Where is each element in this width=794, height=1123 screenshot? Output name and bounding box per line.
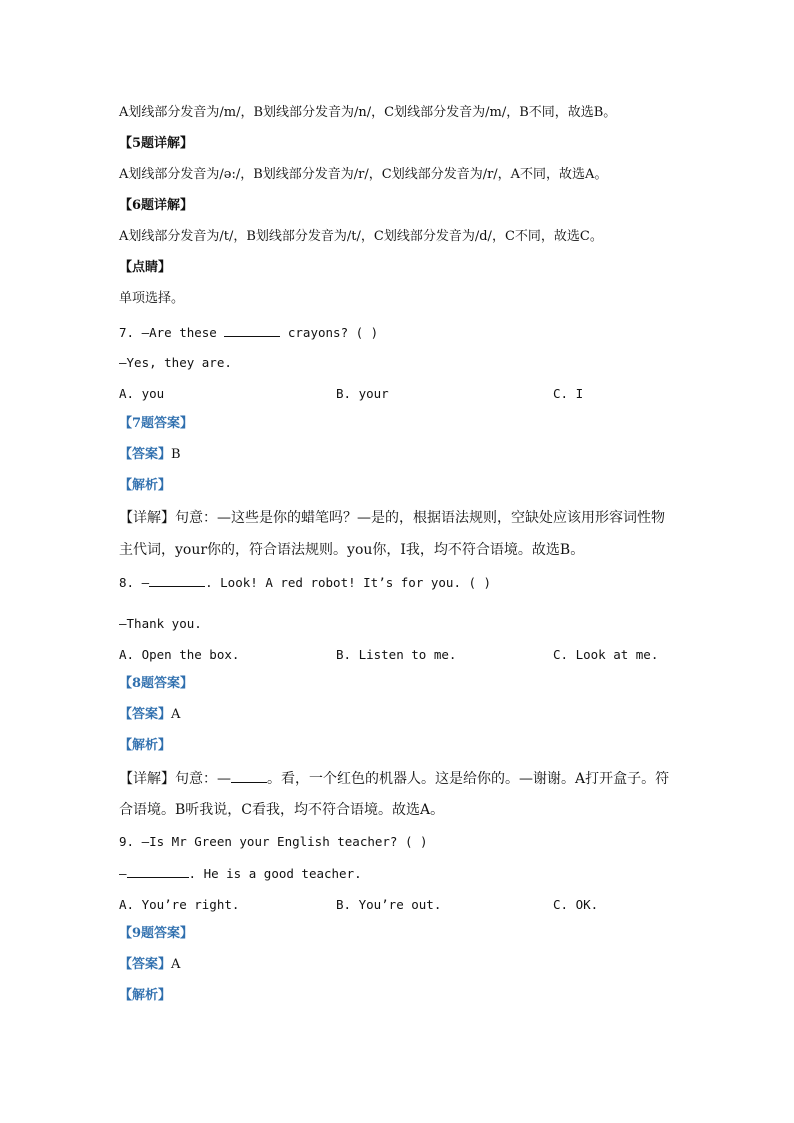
q8-option-a: A. Open the box. (119, 647, 240, 662)
q8-answer-header: 【8题答案】 (119, 676, 194, 691)
q9-reply-end: . He is a good teacher. (188, 866, 362, 881)
q9-reply-start: — (119, 866, 127, 881)
q9-reply (119, 863, 689, 884)
q8-option-c: C. Look at me. (553, 647, 659, 662)
q8-analysis-label: 【解析】 (119, 738, 172, 753)
q7-detail-line-1: 【详解】句意：—这些是你的蜡笔吗？—是的，根据语法规则，空缺处应该用形容词性物 (119, 510, 665, 526)
q9-answer-label: 【答案】 (119, 957, 172, 972)
q8-stem-start: 8. — (119, 575, 150, 590)
q7-analysis-label: 【解析】 (119, 478, 172, 493)
q5-analysis-text: A划线部分发音为/ə:/，B划线部分发音为/r/，C划线部分发音为/r/，A不同，故选A。 (119, 167, 608, 182)
q7-stem-end: crayons? ( ) (280, 325, 379, 340)
q7-answer-value: B (171, 447, 181, 462)
q9-analysis-label: 【解析】 (119, 988, 172, 1003)
q9-option-a: A. You’re right. (119, 897, 240, 912)
q9-option-b: B. You’re out. (336, 897, 442, 912)
q7-answer-header: 【7题答案】 (119, 416, 194, 431)
q7-answer (119, 445, 689, 465)
q8-detail-line-2: 合语境。B听我说，C看我，均不符合语境。故选A。 (119, 802, 445, 818)
q7-reply: —Yes, they are. (119, 355, 232, 370)
q6-detail-header: 【6题详解】 (119, 198, 194, 213)
q9-answer-header: 【9题答案】 (119, 926, 194, 941)
q8-detail-end: 。看，一个红色的机器人。这是给你的。—谢谢。A打开盒子。符 (267, 771, 670, 787)
q9-answer-value: A (171, 957, 181, 972)
q9-blank (127, 863, 189, 878)
q8-stem (119, 572, 689, 593)
q9-stem: 9. —Is Mr Green your English teacher? ( ) (119, 834, 428, 849)
q8-answer (119, 705, 689, 725)
tips-body: 单项选择。 (119, 291, 185, 306)
q9-option-c: C. OK. (553, 897, 599, 912)
q8-blank (149, 572, 205, 587)
q4-analysis-text: A划线部分发音为/m/，B划线部分发音为/n/，C划线部分发音为/m/，B不同，故选B。 (119, 105, 617, 120)
q7-answer-label: 【答案】 (119, 447, 172, 462)
q7-blank (224, 322, 280, 337)
q7-stem (119, 322, 689, 343)
q8-detail-blank (231, 768, 267, 783)
q8-detail-start: 【详解】句意：— (119, 771, 231, 787)
q5-detail-header: 【5题详解】 (119, 136, 194, 151)
q7-option-b: B. your (336, 386, 389, 401)
q9-answer (119, 955, 689, 975)
q6-analysis-text: A划线部分发音为/t/，B划线部分发音为/t/，C划线部分发音为/d/，C不同，故选C。 (119, 229, 603, 244)
q7-option-c: C. I (553, 386, 584, 401)
q7-option-a: A. you (119, 386, 165, 401)
q7-detail-line-2: 主代词，your你的，符合语法规则。you你，I我，均不符合语境。故选B。 (119, 542, 585, 558)
q8-answer-label: 【答案】 (119, 707, 172, 722)
tips-header: 【点睛】 (119, 260, 172, 275)
q8-reply: —Thank you. (119, 616, 202, 631)
q8-answer-value: A (171, 707, 181, 722)
q8-stem-end: . Look! A red robot! It’s for you. ( ) (205, 575, 492, 590)
q8-detail-line-1 (119, 768, 689, 789)
q7-stem-start: 7. —Are these (119, 325, 225, 340)
q8-option-b: B. Listen to me. (336, 647, 457, 662)
